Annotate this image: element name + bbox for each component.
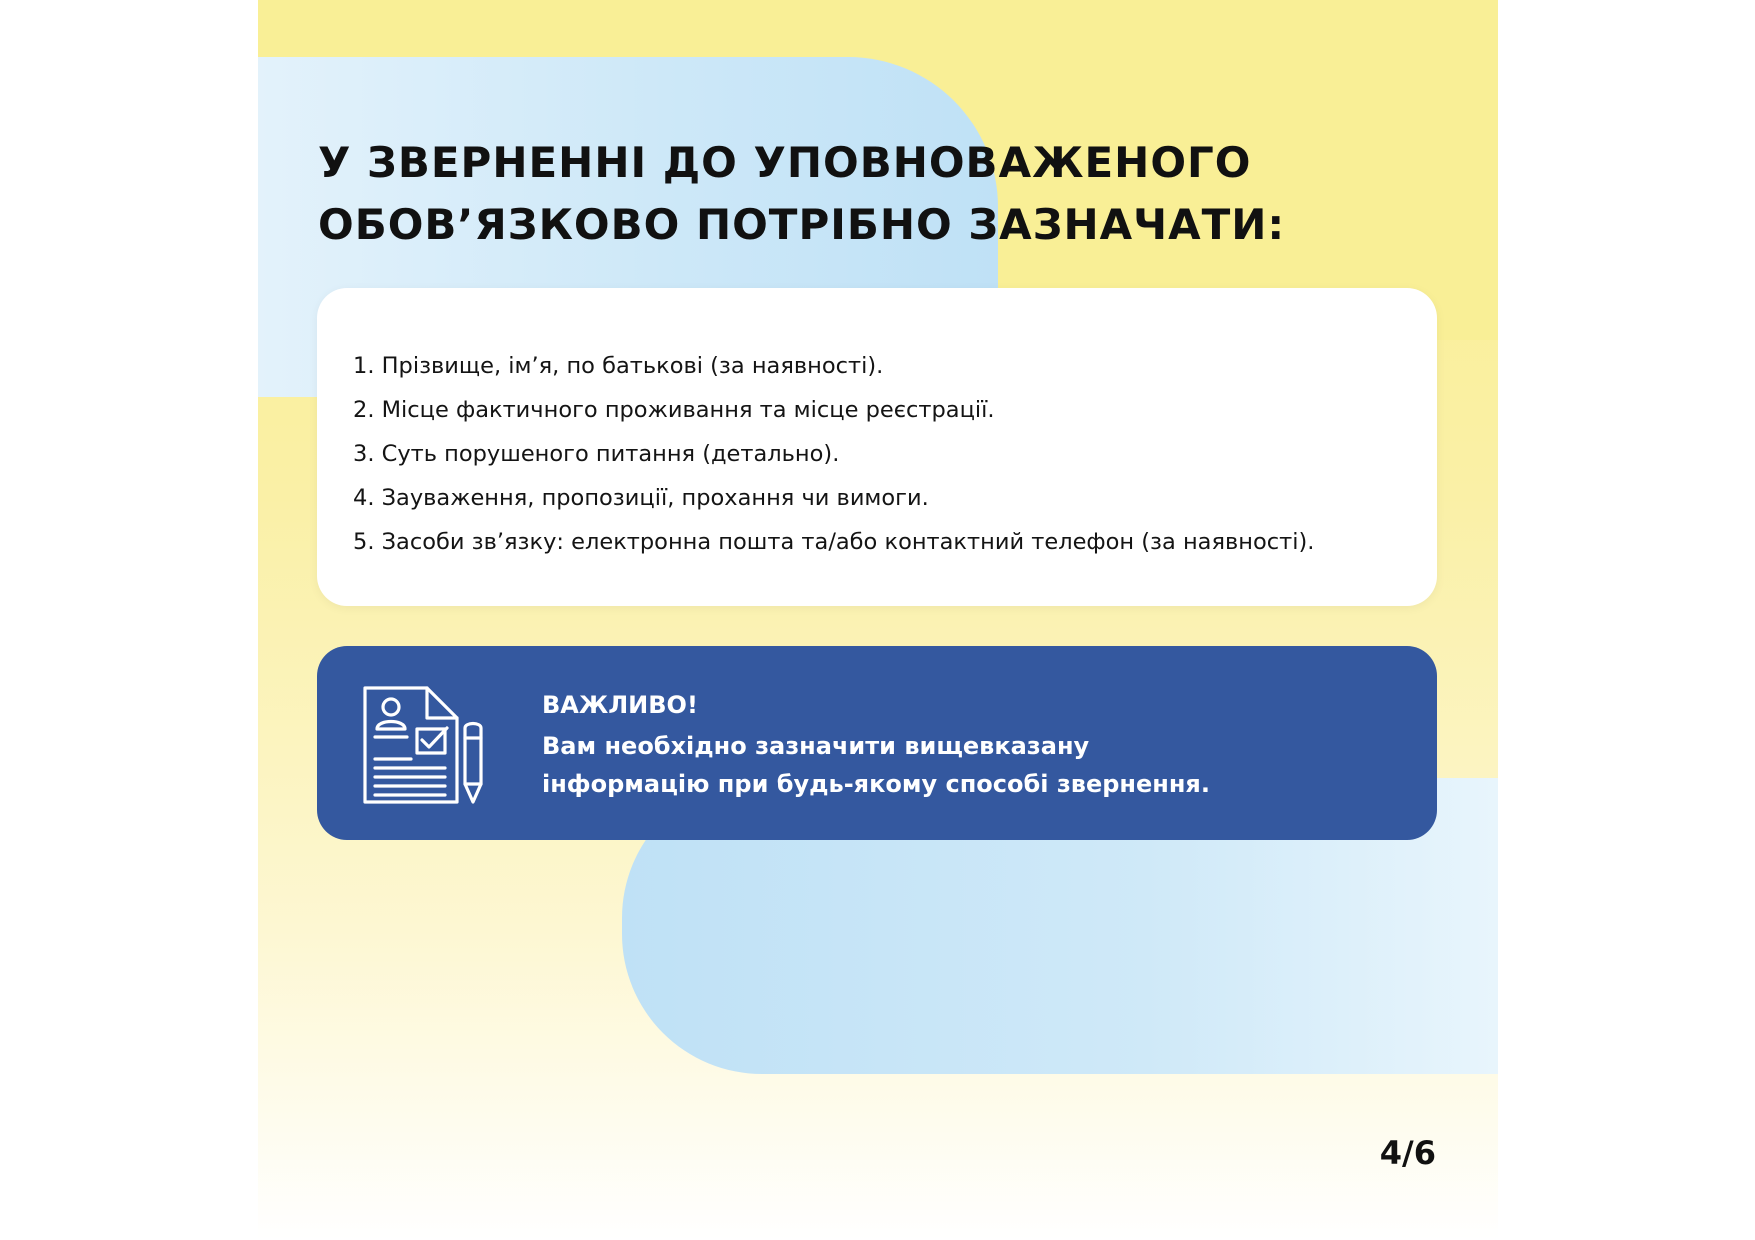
slide [258,0,1498,1240]
list-item: 4. Зауваження, пропозиції, прохання чи вимоги. [353,485,929,511]
page-title [318,132,1438,256]
list-item: 1. Прізвище, ім’я, по батькові (за наявності). [353,353,884,379]
document-with-pen-icon [361,684,491,806]
important-note-card [317,646,1437,840]
note-line-2: інформацію при будь-якому способі звернення. [542,770,1210,798]
list-item: 2. Місце фактичного проживання та місце реєстрації. [353,397,995,423]
note-text [542,727,1402,803]
note-title: ВАЖЛИВО! [542,691,698,719]
title-line-2: ОБОВ’ЯЗКОВО ПОТРІБНО ЗАЗНАЧАТИ: [318,200,1286,249]
title-line-1: У ЗВЕРНЕННІ ДО УПОВНОВАЖЕНОГО [318,138,1252,187]
requirements-list [353,344,1417,564]
requirements-card [317,288,1437,606]
page-indicator: 4/6 [1379,1134,1436,1172]
list-item: 5. Засоби зв’язку: електронна пошта та/або контактний телефон (за наявності). [353,529,1315,555]
note-line-1: Вам необхідно зазначити вищевказану [542,732,1090,760]
list-item: 3. Суть порушеного питання (детально). [353,441,840,467]
